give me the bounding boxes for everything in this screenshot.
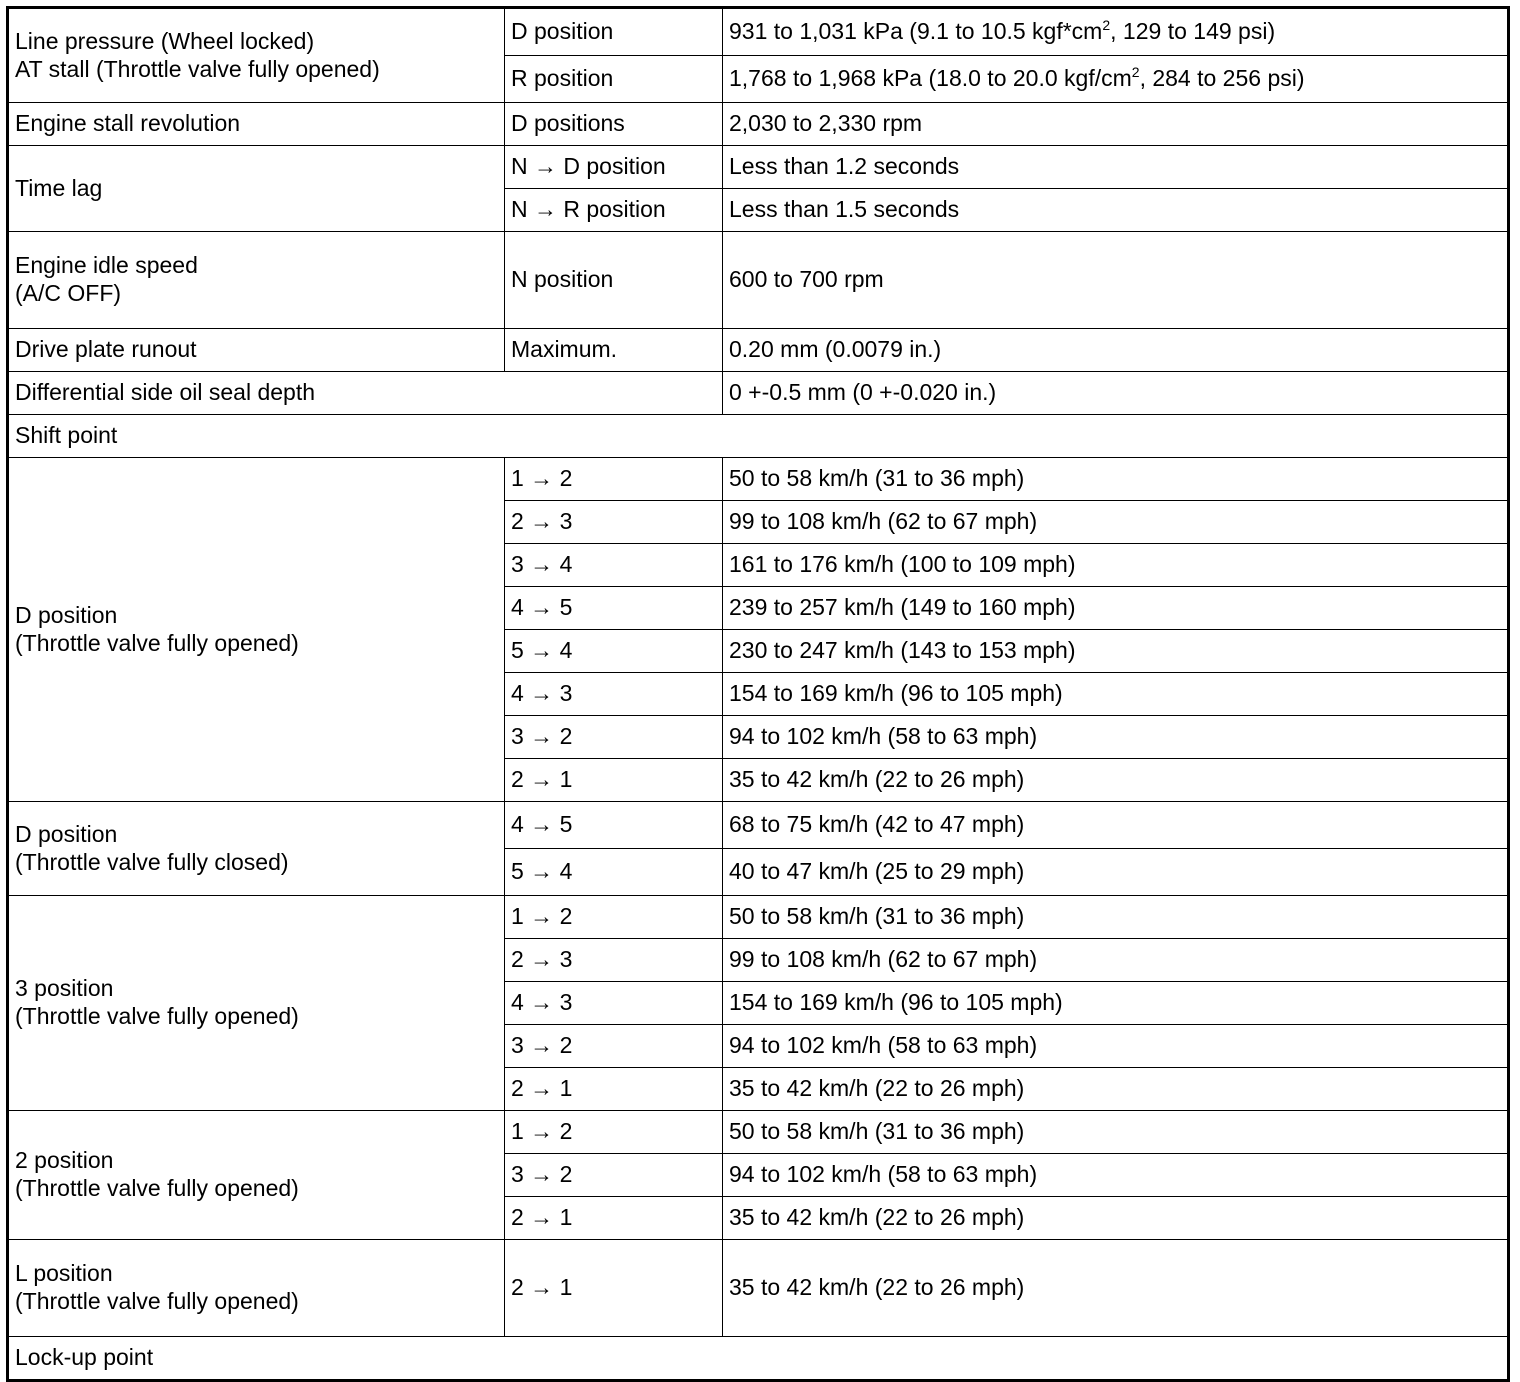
value-cell: 94 to 102 km/h (58 to 63 mph) <box>723 1025 1509 1068</box>
l-open-label-2: (Throttle valve fully opened) <box>15 1288 299 1314</box>
d-closed-label <box>8 802 505 896</box>
value-cell: Less than 1.5 seconds <box>723 189 1509 232</box>
value-cell: 154 to 169 km/h (96 to 105 mph) <box>723 673 1509 716</box>
two-open-label <box>8 1111 505 1240</box>
line-pressure-label-2: AT stall (Throttle valve fully opened) <box>15 55 380 82</box>
table-row <box>8 8 1509 56</box>
shift-cell: 2 → 1 <box>505 1197 723 1240</box>
table-row <box>8 232 1509 329</box>
oil-seal-label: Differential side oil seal depth <box>8 372 723 415</box>
value-cell: 35 to 42 km/h (22 to 26 mph) <box>723 759 1509 802</box>
value-cell: 0 +-0.5 mm (0 +-0.020 in.) <box>723 372 1509 415</box>
position-cell: D positions <box>505 103 723 146</box>
l-open-label-1: L position <box>15 1260 113 1287</box>
table-row <box>8 103 1509 146</box>
table-row <box>8 415 1509 458</box>
value-cell <box>723 56 1509 103</box>
shift-cell: 2 → 3 <box>505 939 723 982</box>
value-cell: 0.20 mm (0.0079 in.) <box>723 329 1509 372</box>
shift-cell: 2 → 1 <box>505 759 723 802</box>
shift-cell: 3 → 2 <box>505 716 723 759</box>
value-cell: 239 to 257 km/h (149 to 160 mph) <box>723 587 1509 630</box>
position-cell: N → D position <box>505 146 723 189</box>
position-cell: R position <box>505 56 723 103</box>
value-cell: 99 to 108 km/h (62 to 67 mph) <box>723 501 1509 544</box>
table-row <box>8 146 1509 189</box>
d-open-label-2: (Throttle valve fully opened) <box>15 629 299 656</box>
shift-cell: 3 → 4 <box>505 544 723 587</box>
engine-stall-label: Engine stall revolution <box>8 103 505 146</box>
value-text: 1,768 to 1,968 kPa (18.0 to 20.0 kgf/cm <box>729 65 1132 92</box>
shift-cell: 5 → 4 <box>505 849 723 896</box>
value-cell: 40 to 47 km/h (25 to 29 mph) <box>723 849 1509 896</box>
value-cell: 68 to 75 km/h (42 to 47 mph) <box>723 802 1509 849</box>
idle-label-1: Engine idle speed <box>15 252 198 279</box>
value-cell: 161 to 176 km/h (100 to 109 mph) <box>723 544 1509 587</box>
d-open-label-1: D position <box>15 601 118 628</box>
shift-cell: 3 → 2 <box>505 1025 723 1068</box>
shift-cell: 5 → 4 <box>505 630 723 673</box>
value-text: , 129 to 149 psi) <box>1110 18 1276 45</box>
shift-cell: 4 → 5 <box>505 587 723 630</box>
value-cell: 35 to 42 km/h (22 to 26 mph) <box>723 1240 1509 1337</box>
value-cell: 35 to 42 km/h (22 to 26 mph) <box>723 1197 1509 1240</box>
table-row <box>8 329 1509 372</box>
l-open-label <box>8 1240 505 1337</box>
shift-point-heading: Shift point <box>8 415 1509 458</box>
value-cell: 99 to 108 km/h (62 to 67 mph) <box>723 939 1509 982</box>
table-row <box>8 1337 1509 1381</box>
shift-cell: 2 → 3 <box>505 501 723 544</box>
shift-cell: 3 → 2 <box>505 1154 723 1197</box>
value-text: , 284 to 256 psi) <box>1139 65 1305 92</box>
value-cell: 50 to 58 km/h (31 to 36 mph) <box>723 1111 1509 1154</box>
value-cell: 50 to 58 km/h (31 to 36 mph) <box>723 896 1509 939</box>
d-closed-label-2: (Throttle valve fully closed) <box>15 848 289 875</box>
value-cell: 94 to 102 km/h (58 to 63 mph) <box>723 1154 1509 1197</box>
position-cell: N → R position <box>505 189 723 232</box>
value-cell: 230 to 247 km/h (143 to 153 mph) <box>723 630 1509 673</box>
d-closed-label-1: D position <box>15 820 118 847</box>
d-open-label <box>8 458 505 802</box>
value-cell: Less than 1.2 seconds <box>723 146 1509 189</box>
shift-cell: 1 → 2 <box>505 896 723 939</box>
shift-cell: 4 → 3 <box>505 982 723 1025</box>
idle-label <box>8 232 505 329</box>
position-cell: D position <box>505 8 723 56</box>
three-open-label-2: (Throttle valve fully opened) <box>15 1003 299 1029</box>
idle-label-2: (A/C OFF) <box>15 280 122 306</box>
shift-cell: 4 → 3 <box>505 673 723 716</box>
shift-cell: 4 → 5 <box>505 802 723 849</box>
line-pressure-label-1: Line pressure (Wheel locked) <box>15 27 315 54</box>
two-open-label-1: 2 position <box>15 1147 114 1174</box>
table-row <box>8 458 1509 501</box>
table-row <box>8 1111 1509 1154</box>
value-cell: 154 to 169 km/h (96 to 105 mph) <box>723 982 1509 1025</box>
specification-table <box>6 6 1510 1382</box>
lock-up-point-heading: Lock-up point <box>8 1337 1509 1381</box>
shift-cell: 1 → 2 <box>505 458 723 501</box>
value-cell: 2,030 to 2,330 rpm <box>723 103 1509 146</box>
value-cell: 50 to 58 km/h (31 to 36 mph) <box>723 458 1509 501</box>
value-cell: 600 to 700 rpm <box>723 232 1509 329</box>
table-row <box>8 802 1509 849</box>
two-open-label-2: (Throttle valve fully opened) <box>15 1175 299 1201</box>
value-cell: 94 to 102 km/h (58 to 63 mph) <box>723 716 1509 759</box>
value-cell: 35 to 42 km/h (22 to 26 mph) <box>723 1068 1509 1111</box>
table-row <box>8 1240 1509 1337</box>
position-cell: N position <box>505 232 723 329</box>
shift-cell: 2 → 1 <box>505 1240 723 1337</box>
value-text: 931 to 1,031 kPa (9.1 to 10.5 kgf*cm <box>729 18 1103 45</box>
runout-label: Drive plate runout <box>8 329 505 372</box>
line-pressure-label <box>8 8 505 103</box>
three-open-label-1: 3 position <box>15 975 114 1002</box>
time-lag-label: Time lag <box>8 146 505 232</box>
superscript: 2 <box>1102 17 1111 34</box>
value-cell <box>723 8 1509 56</box>
table-row <box>8 896 1509 939</box>
position-cell: Maximum. <box>505 329 723 372</box>
shift-cell: 2 → 1 <box>505 1068 723 1111</box>
superscript: 2 <box>1131 64 1140 81</box>
table-row <box>8 372 1509 415</box>
three-open-label <box>8 896 505 1111</box>
shift-cell: 1 → 2 <box>505 1111 723 1154</box>
